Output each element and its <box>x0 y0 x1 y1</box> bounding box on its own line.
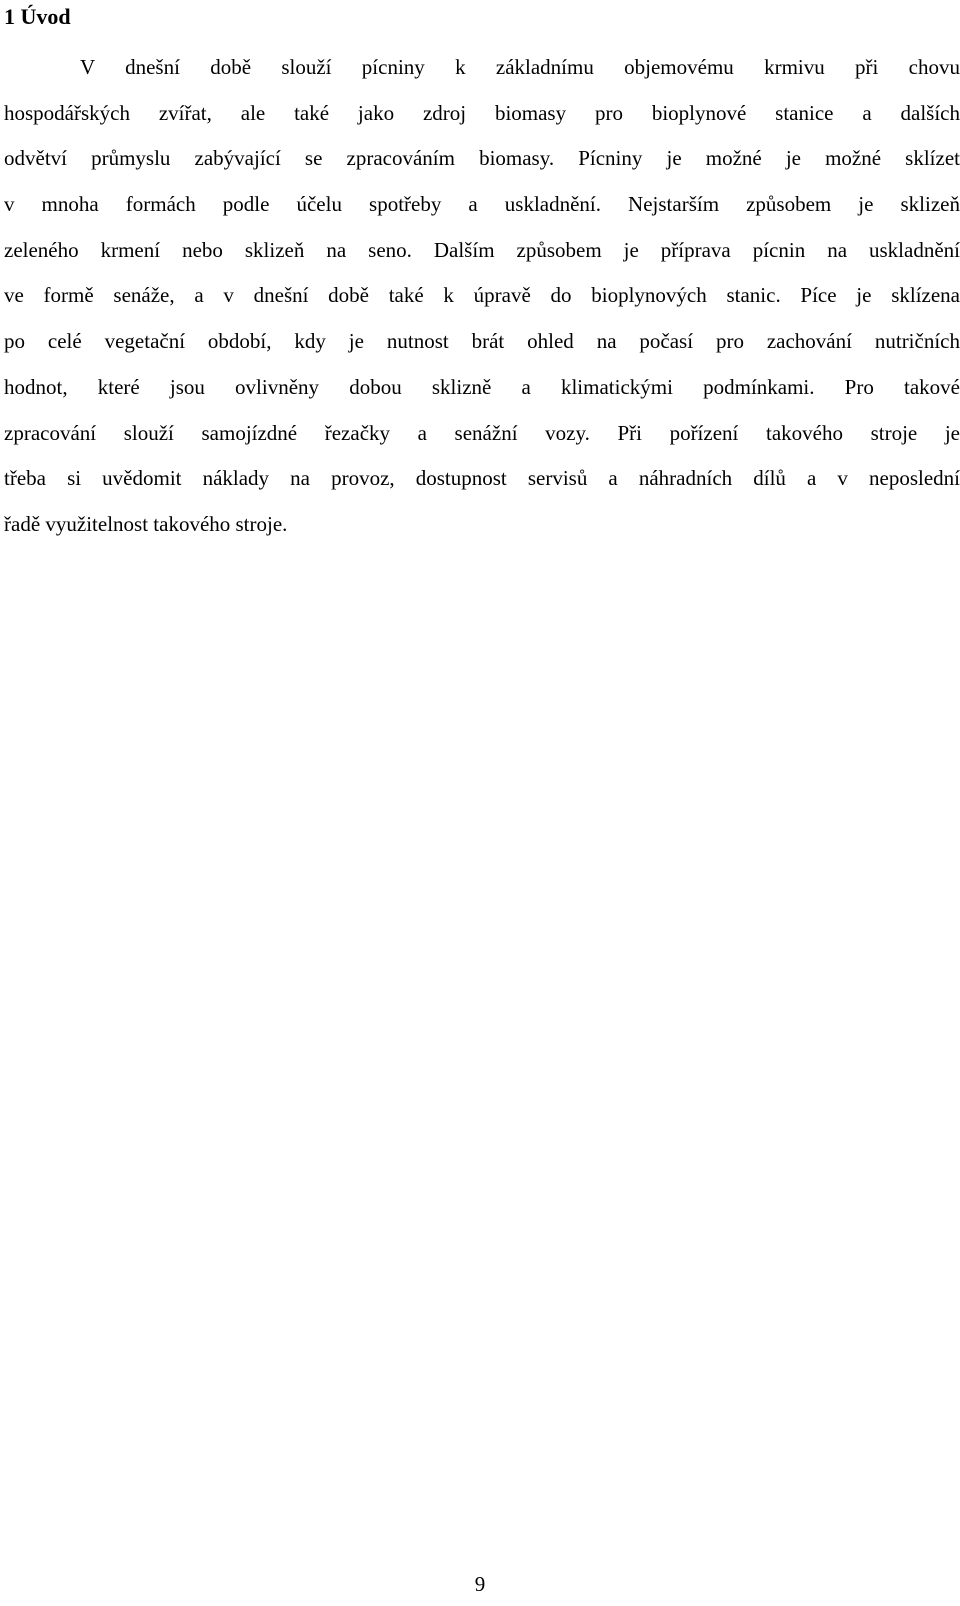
paragraph-line: řadě využitelnost takového stroje. <box>4 511 288 536</box>
paragraph-line: hodnot, které jsou ovlivněny dobou sklizně a klimatickými podmínkami. Pro takové <box>4 374 960 399</box>
paragraph-line: V dnešní době slouží pícniny k základnímu objemovému krmivu při chovu <box>80 55 960 79</box>
paragraph-line: třeba si uvědomit náklady na provoz, dostupnost servisů a náhradních dílů a v neposlední <box>4 466 960 491</box>
section-heading: 1 Úvod <box>4 4 71 29</box>
paragraph-line: zpracování slouží samojízdné řezačky a senážní vozy. Při pořízení takového stroje je <box>4 420 960 445</box>
paragraph-line: zeleného krmení nebo sklizeň na seno. Dalším způsobem je příprava pícnin na uskladnění <box>4 237 960 262</box>
page-number: 9 <box>474 1572 486 1596</box>
paragraph-line: hospodářských zvířat, ale také jako zdroj biomasy pro bioplynové stanice a dalších <box>4 100 960 125</box>
introduction-paragraph <box>4 50 960 553</box>
paragraph-line: ve formě senáže, a v dnešní době také k úpravě do bioplynových stanic. Píce je sklízena <box>4 283 960 308</box>
paragraph-line: po celé vegetační období, kdy je nutnost brát ohled na počasí pro zachování nutričních <box>4 329 960 354</box>
paragraph-line: odvětví průmyslu zabývající se zpracováním biomasy. Pícniny je možné je možné sklízet <box>4 146 960 171</box>
paragraph-line: v mnoha formách podle účelu spotřeby a uskladnění. Nejstarším způsobem je sklizeň <box>4 192 960 217</box>
